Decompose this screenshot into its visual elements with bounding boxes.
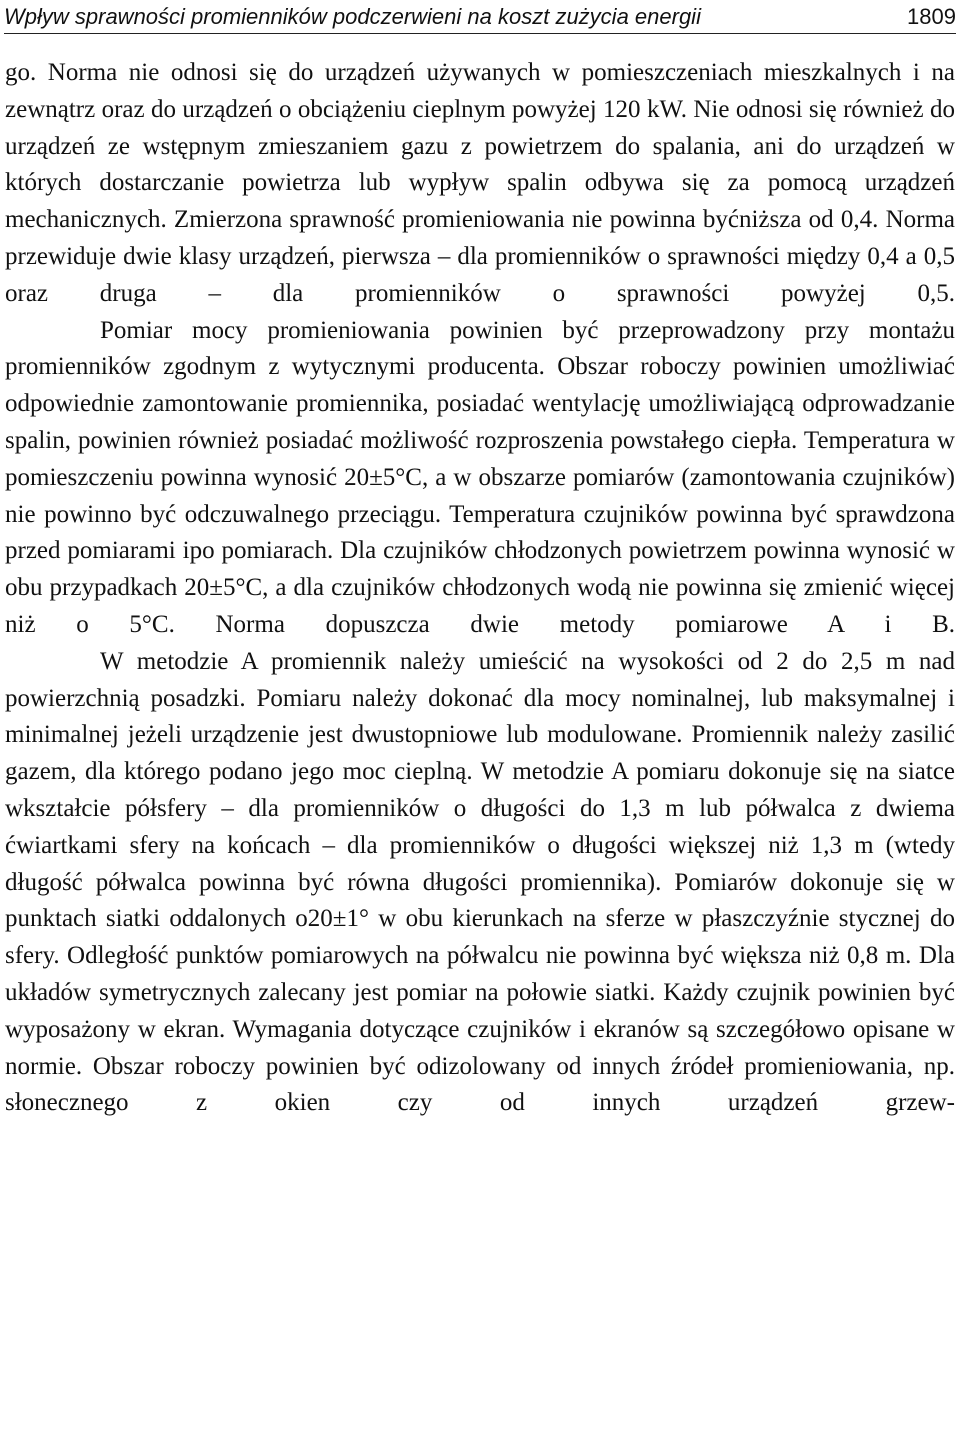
body-text [5, 55, 955, 1122]
page-number: 1809 [907, 4, 956, 29]
paragraph-3: W metodzie A promiennik należy umieścić na wysokości od 2 do 2,5 m nad powierzchnią posadzki. Pomiaru należy dokonać dla mocy nominalnej, lub maksymalnej i minimalnej jeżeli urządzenie jest dwustopniowe lub modulowane. Promiennik należy zasilić gazem, dla którego podano jego moc cieplną. W metodzie A pomiaru dokonuje się na siatce wkształcie półsfery – dla promienników o długości do 1,3 m lub półwalca z dwiema ćwiartkami sfery na końcach – dla promienników o długości większej niż 1,3 m (wtedy długość półwalca powinna być równa długości promiennika). Pomiarów dokonuje się w punktach siatki oddalonych o20±1° w obu kierunkach na sferze w płaszczyźnie stycznej do sfery. Odległość punktów pomiarowych na półwalcu nie powinna być większa niż 0,8 m. Dla układów symetrycznych zalecany jest pomiar na połowie siatki. Każdy czujnik powinien być wyposażony w ekran. Wymagania dotyczące czujników i ekranów są szczegółowo opisane w normie. Obszar roboczy powinien być odizolowany od innych źródeł promieniowania, np. słonecznego z okien czy od innych urządzeń grzew- [5, 647, 955, 1117]
paragraph-1: go. Norma nie odnosi się do urządzeń używanych w pomieszczeniach mieszkalnych i na zewnątrz oraz do urządzeń o obciążeniu cieplnym powyżej 120 kW. Nie odnosi się również do urządzeń ze wstępnym zmieszaniem gazu z powietrzem do spalania, ani do urządzeń w których dostarczanie powietrza lub wypływ spalin odbywa się za pomocą urządzeń mechanicznych. Zmierzona sprawność promieniowania nie powinna byćniższa od 0,4. Norma przewiduje dwie klasy urządzeń, pierwsza – dla promienników o sprawności między 0,4 a 0,5 oraz druga – dla promienników o sprawności powyżej 0,5. [5, 59, 955, 307]
running-title: Wpływ sprawności promienników podczerwieni na koszt zużycia energii [4, 4, 701, 29]
paragraph-2: Pomiar mocy promieniowania powinien być przeprowadzony przy montażu promienników zgodnym z wytycznymi producenta. Obszar roboczy powinien umożliwiać odpowiednie zamontowanie promiennika, posiadać wentylację umożliwiającą odprowadzanie spalin, powinien również posiadać możliwość rozproszenia powstałego ciepła. Temperatura w pomieszczeniu powinna wynosić 20±5°C, a w obszarze pomiarów (zamontowania czujników) nie powinno być odczuwalnego przeciągu. Temperatura czujników powinna być sprawdzona przed pomiarami ipo pomiarach. Dla czujników chłodzonych powietrzem powinna wynosić w obu przypadkach 20±5°C, a dla czujników chłodzonych wodą nie powinna się zmienić więcej niż o 5°C. Norma dopuszcza dwie metody pomiarowe A i B. [5, 316, 955, 638]
running-header [4, 2, 956, 34]
